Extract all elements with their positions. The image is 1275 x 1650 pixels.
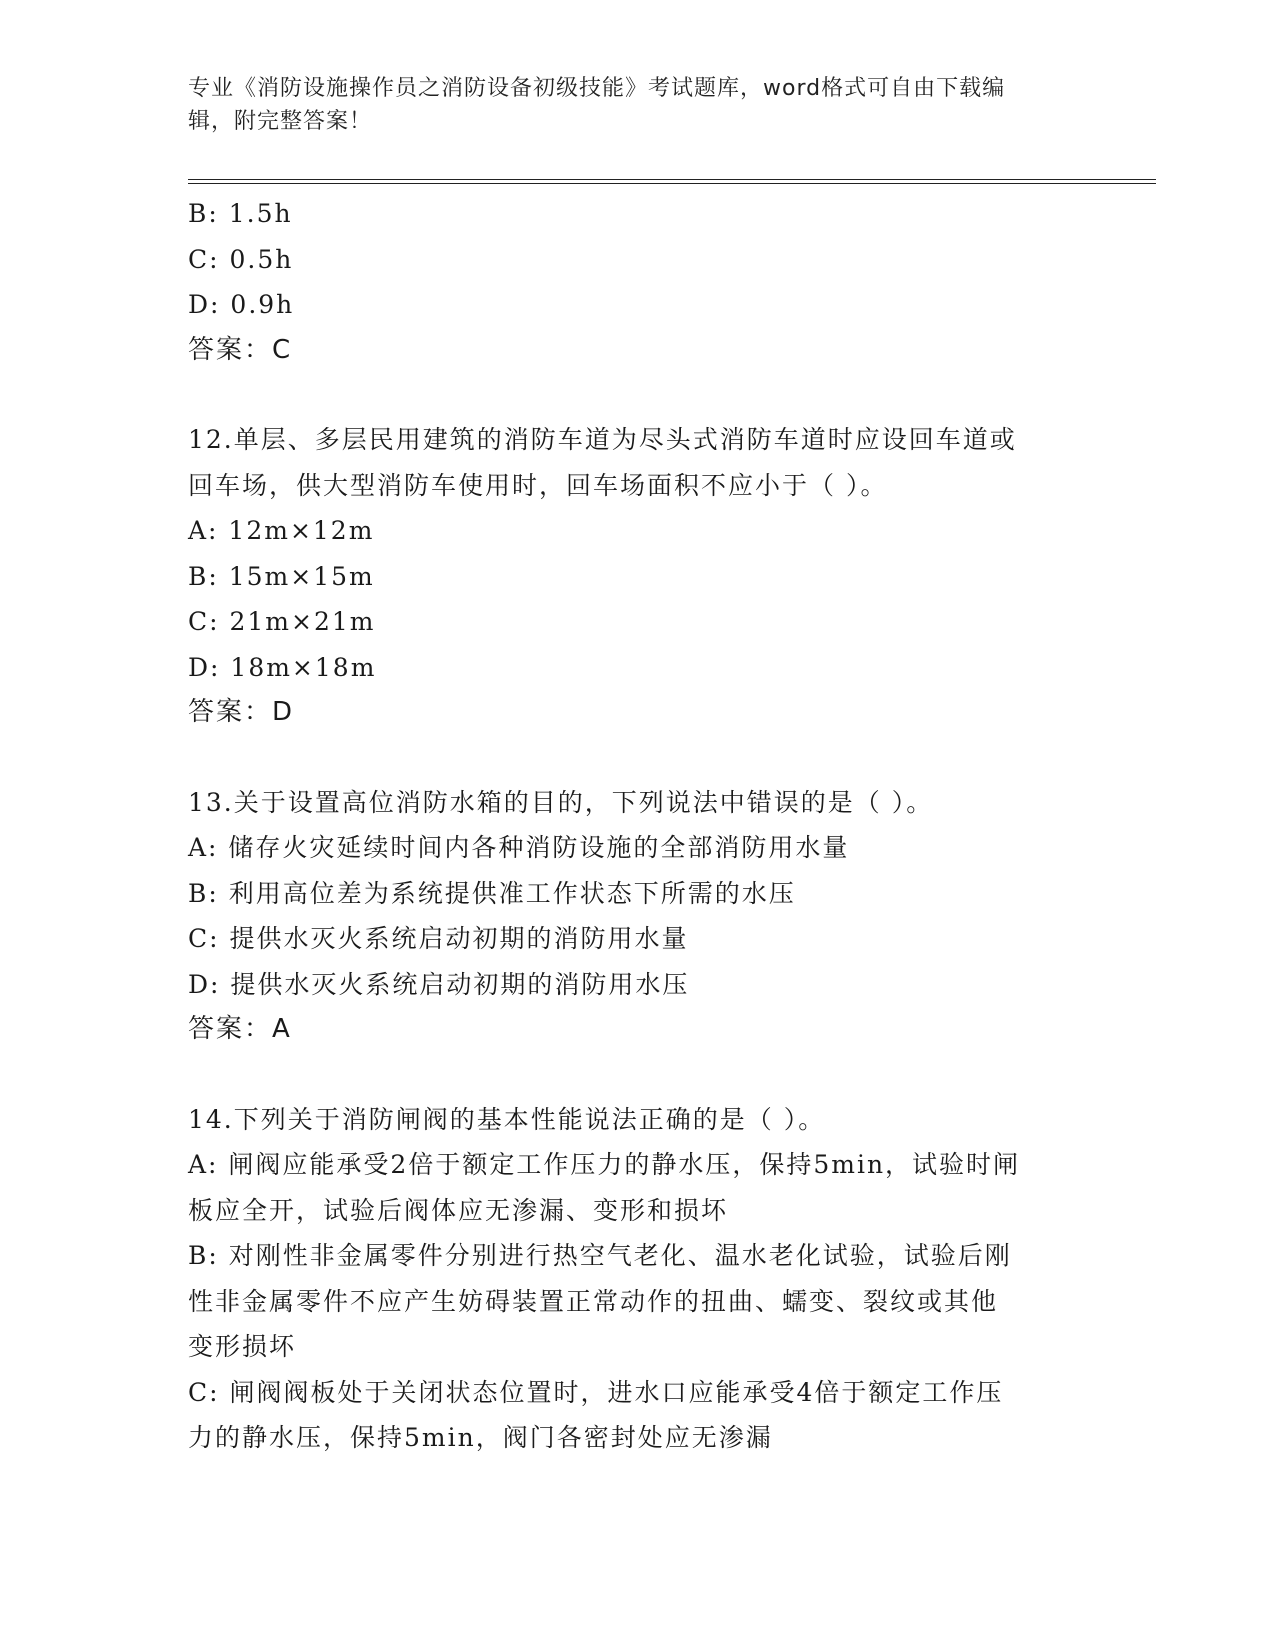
option-a: A: 12m×12m (188, 516, 375, 545)
question-11-tail (188, 191, 1088, 373)
header-line-2: 辑，附完整答案！ (188, 109, 373, 134)
option-c: C: 0.5h (188, 244, 294, 274)
header-line-1: 专业《消防设施操作员之消防设备初级技能》考试题库，word格式可自由下载编 (188, 76, 1006, 101)
option-c: C: 21m×21m (188, 607, 376, 636)
question-stem: 12.单层、多层民用建筑的消防车道为尽头式消防车道时应设回车道或 (188, 425, 1017, 454)
header-divider-top (188, 179, 1156, 180)
option-b: B: 1.5h (188, 199, 293, 228)
option-a-cont: 板应全开，试验后阀体应无渗漏、变形和损坏 (188, 1195, 729, 1225)
question-14 (188, 1097, 1088, 1461)
question-stem: 14.下列关于消防闸阀的基本性能说法正确的是（ ）。 (188, 1104, 826, 1134)
question-stem: 回车场，供大型消防车使用时，回车场面积不应小于（ ）。 (188, 470, 888, 500)
option-d: D: 0.9h (188, 290, 295, 319)
option-c-cont: 力的静水压，保持5min，阀门各密封处应无渗漏 (188, 1423, 773, 1452)
question-stem: 13.关于设置高位消防水箱的目的，下列说法中错误的是（ ）。 (188, 787, 934, 817)
option-a: A: 储存火灾延续时间内各种消防设施的全部消防用水量 (188, 833, 850, 862)
option-d: D: 18m×18m (188, 652, 377, 682)
option-a: A: 闸阀应能承受2倍于额定工作压力的静水压，保持5min，试验时闸 (188, 1150, 1021, 1179)
document-header (188, 72, 1068, 138)
question-13 (188, 780, 1088, 1053)
question-list (188, 191, 1088, 1461)
answer: 答案：A (188, 1014, 292, 1044)
option-d: D: 提供水灭火系统启动初期的消防用水压 (188, 969, 690, 999)
option-b-cont: 性非金属零件不应产生妨碍装置正常动作的扭曲、蠕变、裂纹或其他 (188, 1286, 999, 1316)
header-divider-bottom (188, 183, 1156, 184)
option-b: B: 对刚性非金属零件分别进行热空气老化、温水老化试验，试验后刚 (188, 1241, 1012, 1270)
option-b: B: 利用高位差为系统提供准工作状态下所需的水压 (188, 878, 796, 908)
answer: 答案：D (188, 697, 295, 727)
question-12 (188, 417, 1088, 736)
option-b: B: 15m×15m (188, 561, 375, 591)
option-c: C: 闸阀阀板处于关闭状态位置时，进水口应能承受4倍于额定工作压 (188, 1377, 1004, 1407)
option-b-cont: 变形损坏 (188, 1332, 297, 1361)
option-c: C: 提供水灭火系统启动初期的消防用水量 (188, 924, 689, 953)
answer: 答案：C (188, 334, 293, 365)
